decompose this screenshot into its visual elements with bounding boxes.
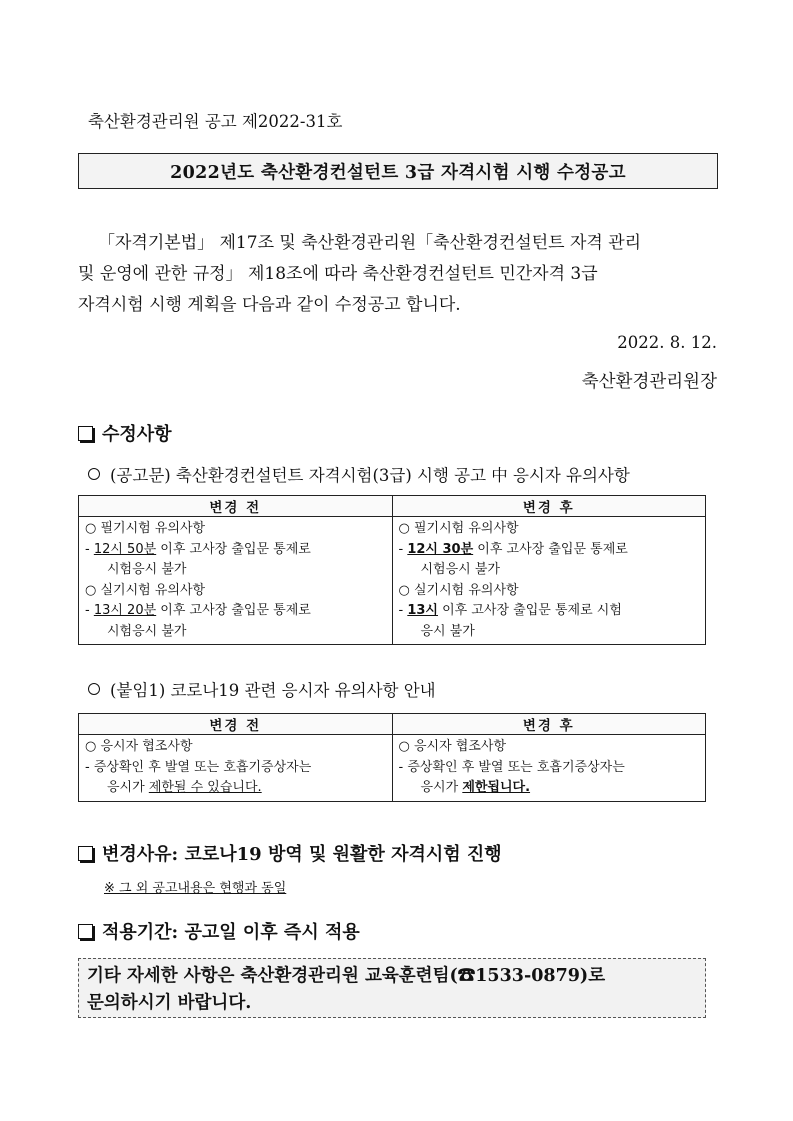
cooperation-title: ○ 응시자 협조사항 [398,739,507,754]
cooperation-line-cont: 응시가 제한됩니다. [420,780,531,795]
issuer: 축산환경관리원장 [581,372,717,392]
header-before: 변경 전 [79,714,393,735]
notice-date: 2022. 8. 12. [617,333,717,352]
practical-rule: - 13시 20분 이후 고사장 출입문 통제로 [85,603,311,618]
after-cell [392,517,706,645]
intro-line: 자격시험 시행 계획을 다음과 같이 수정공고 합니다. [78,295,461,315]
time-value: 12시 50분 [93,541,157,557]
note-text: ※ 그 외 공고내용은 현행과 동일 [104,881,287,896]
section-heading-text: 수정사항 [102,424,172,445]
revision-item-label-text: (붙임1) 코로나19 관련 응시자 유의사항 안내 [110,681,436,700]
written-rule: - 12시 30분 이후 고사장 출입문 통제로 [398,541,628,557]
practical-rule: - 13시 이후 고사장 출입문 통제로 시험 [398,603,622,618]
revision-table-1 [78,495,706,645]
checkbox-bullet-icon [78,846,93,861]
contact-line: 기타 자세한 사항은 축산환경관리원 교육훈련팀(☎1533-0879)로 [87,966,606,986]
revision-item-label-text: (공고문) 축산환경컨설턴트 자격시험(3급) 시행 공고 中 응시자 유의사항 [110,466,630,485]
contact-box [78,958,706,1018]
practical-rule-cont: 시험응시 불가 [107,623,187,639]
cooperation-line-cont: 응시가 제한될 수 있습니다. [107,780,262,795]
intro-line: 「자격기본법」 제17조 및 축산환경관리원「축산환경컨설턴트 자격 관리 [98,233,642,253]
header-after: 변경 후 [392,714,706,735]
intro-line: 및 운영에 관한 규정」 제18조에 따라 축산환경컨설턴트 민간자격 3급 [78,264,598,284]
section-period-heading [78,918,360,944]
before-cell [79,735,393,802]
section-reason-heading [78,840,502,866]
cooperation-line: - 증상확인 후 발열 또는 호흡기증상자는 [398,759,625,775]
time-value: 13시 20분 [93,603,157,618]
intro-paragraph [78,228,720,321]
practical-title: ○ 실기시험 유의사항 [398,582,519,598]
written-title: ○ 필기시험 유의사항 [85,521,206,536]
contact-line: 문의하시기 바랍니다. [87,993,252,1013]
checkbox-bullet-icon [78,924,93,939]
notice-number: 축산환경관리원 공고 제2022-31호 [88,112,343,131]
written-rule-cont: 시험응시 불가 [107,562,187,577]
before-cell [79,517,393,645]
practical-rule-cont: 응시 불가 [420,623,475,639]
time-value: 12시 30분 [407,541,474,557]
cooperation-title: ○ 응시자 협조사항 [85,739,193,754]
document-title: 2022년도 축산환경컨설턴트 3급 자격시험 시행 수정공고 [78,153,718,189]
after-cell [392,735,706,802]
circle-bullet-icon [88,468,100,480]
time-value: 13시 [407,603,438,618]
header-before: 변경 전 [79,496,393,517]
checkbox-bullet-icon [78,426,93,441]
practical-title: ○ 실기시험 유의사항 [85,582,206,598]
circle-bullet-icon [88,683,100,695]
written-title: ○ 필기시험 유의사항 [398,521,519,536]
revision-table-2 [78,713,706,802]
revision-item-1-label [88,462,630,486]
header-after: 변경 후 [392,496,706,517]
cooperation-line: - 증상확인 후 발열 또는 호흡기증상자는 [85,759,312,775]
section-heading-text: 적용기간: 공고일 이후 즉시 적용 [102,922,360,943]
written-rule: - 12시 50분 이후 고사장 출입문 통제로 [85,541,311,557]
revision-item-2-label [88,677,436,701]
section-revisions-heading [78,420,172,446]
written-rule-cont: 시험응시 불가 [420,562,500,577]
section-heading-text: 변경사유: 코로나19 방역 및 원활한 자격시험 진행 [102,844,502,865]
